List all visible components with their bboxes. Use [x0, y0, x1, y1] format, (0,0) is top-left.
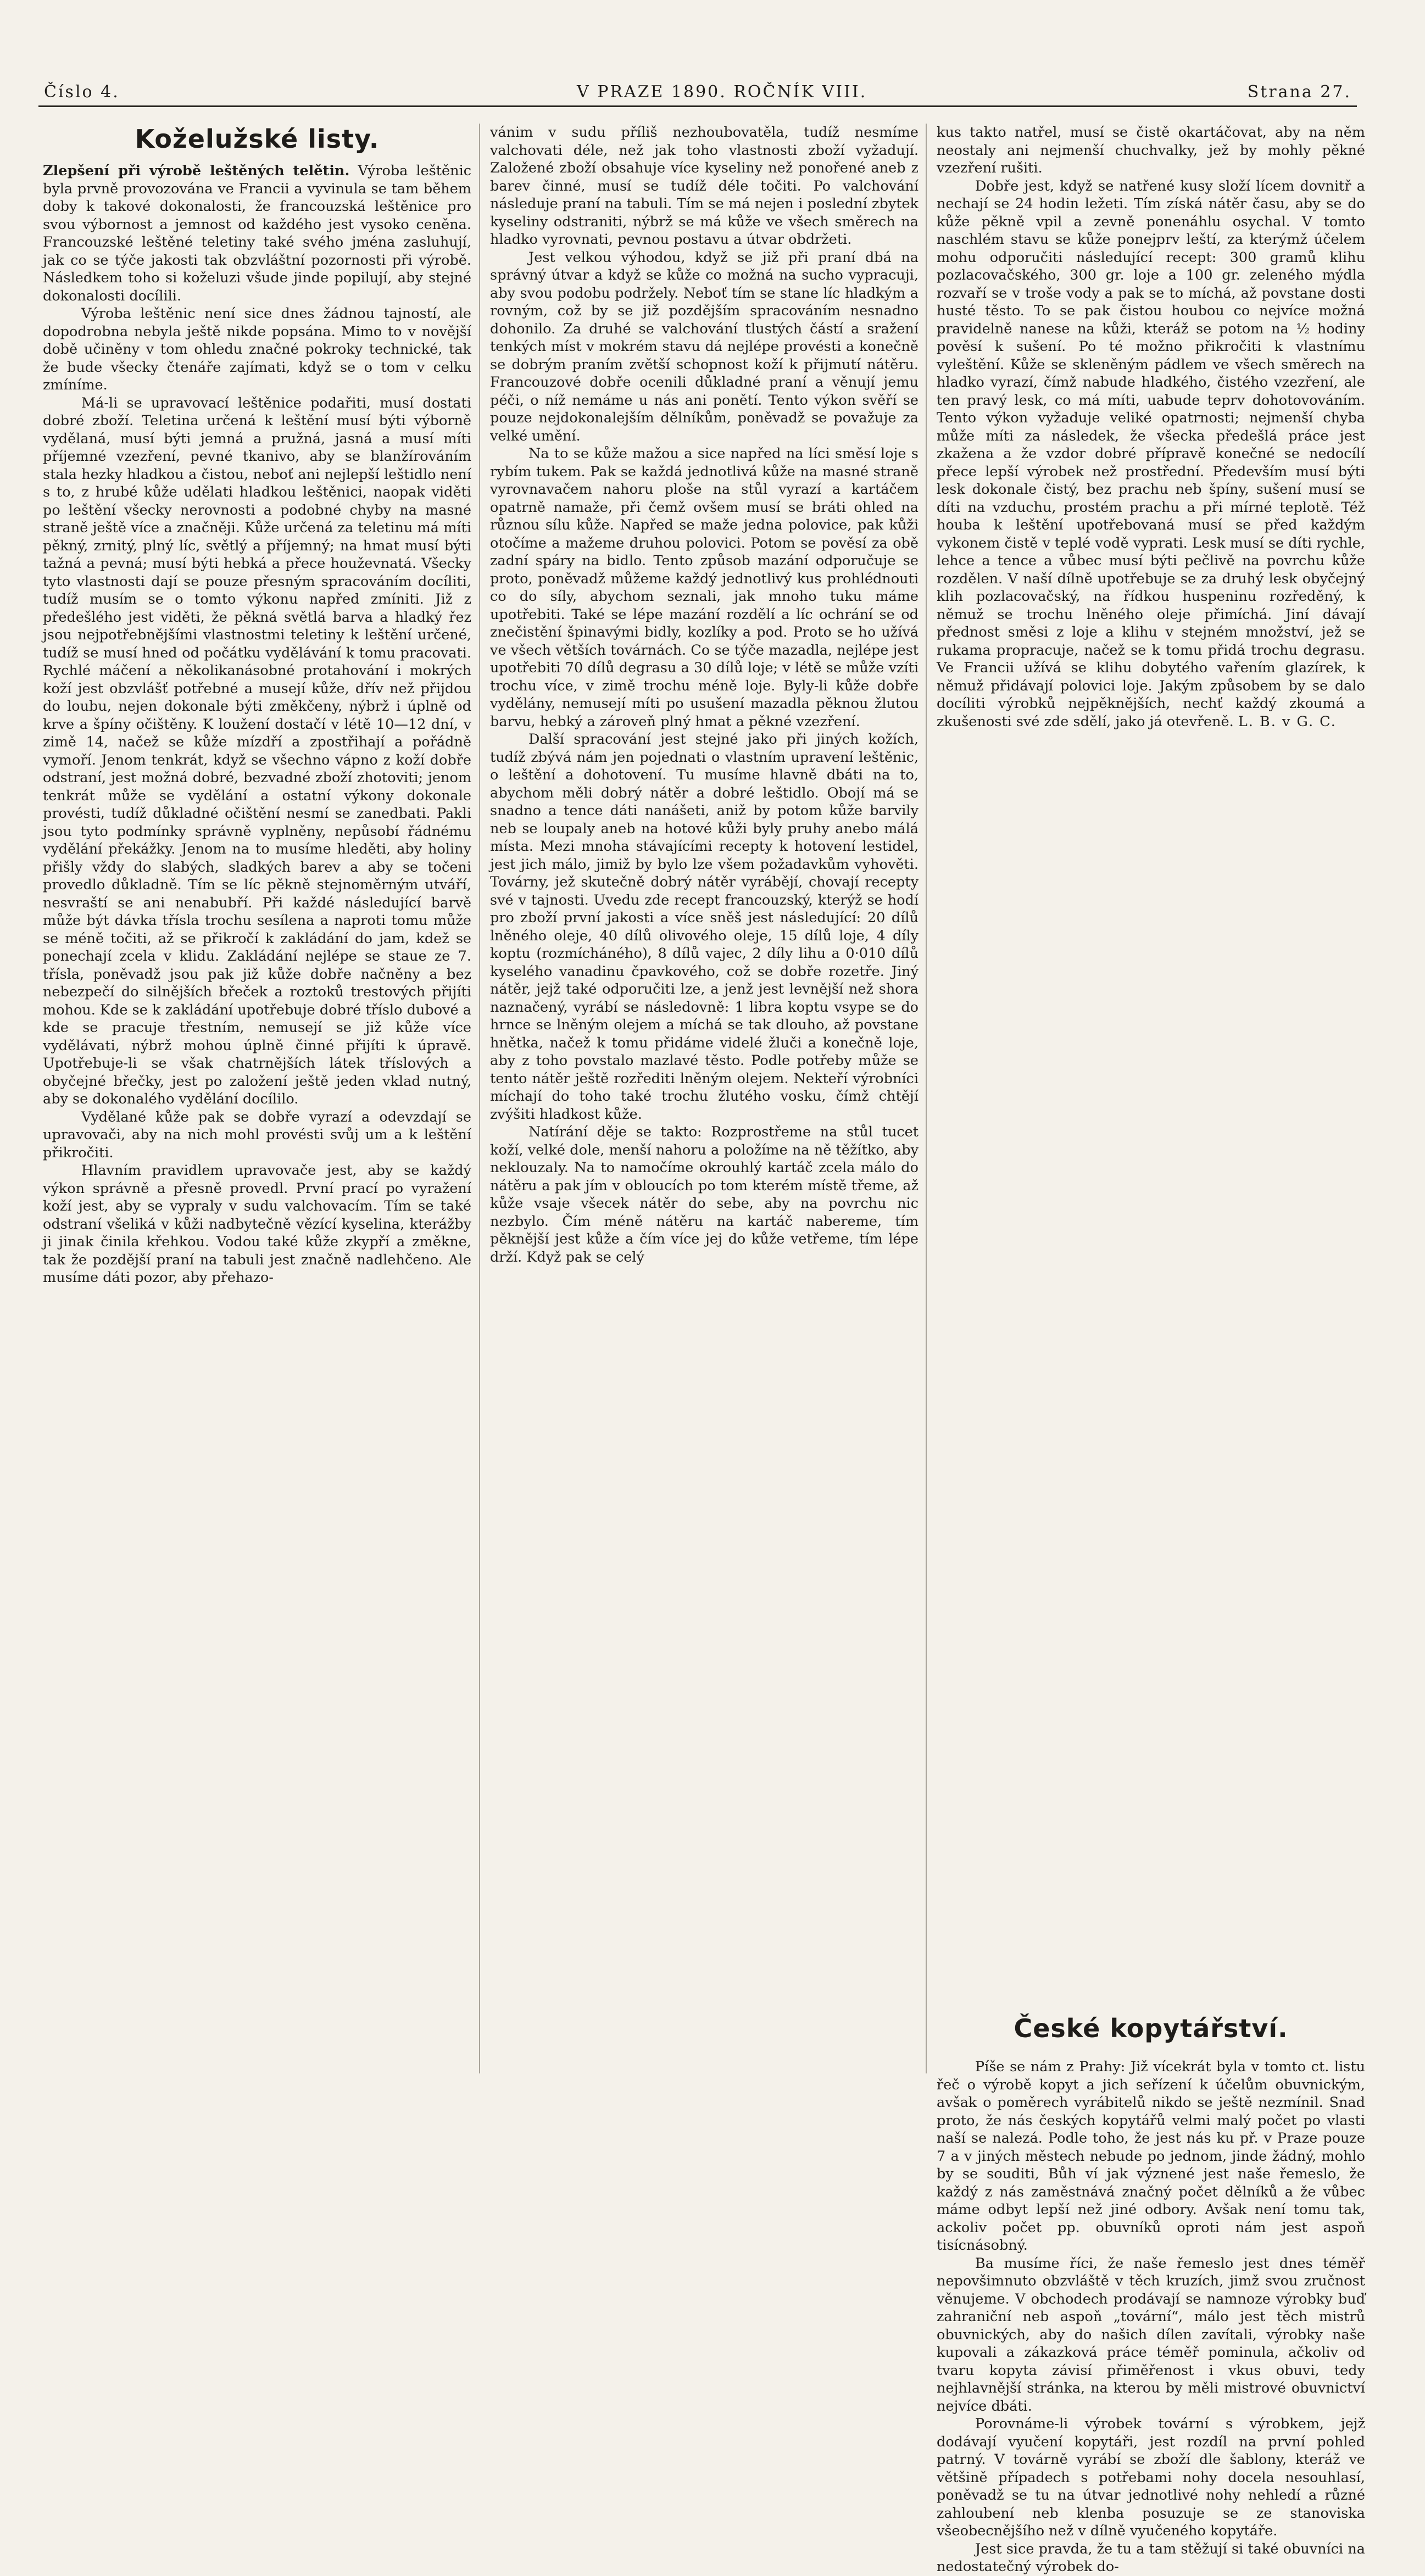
article-title-2: České kopytářství. — [1014, 2014, 1288, 2043]
issue-number: Číslo 4. — [44, 82, 120, 102]
paragraph: Vydělané kůže pak se dobře vyrazí a odevzdají se upravovači, aby na nich mohl provésti svůj um a k leštění přikročiti. — [43, 1108, 471, 1161]
paragraph: Má-li se upravovací leštěnice podařiti, musí dostati dobré zboží. Teletina určená k leštění musí býti výborně vydělaná, musí býti jemná a pružná, jasná a musí míti příjemné vzezření, pevné tkanivo, aby se blanžírováním stala hezky hladkou a čistou, neboť ani nejlepší leštidlo není s to, z hrubé kůže udělati hladkou leštěnici, naopak viděti po leštění všecky nerovnosti a podobné chyby na masné straně ještě více a značněji. Kůže určená za teletinu má míti pěkný, zrnitý, plný líc, světlý a příjemný; na hmat musí býti tažná a pevná; musí býti hebká a přece houževnatá. Všecky tyto vlastnosti dají se pouze přesným spracováním docíliti, tudíž musím se o tomto výkonu napřed zmíniti. Již z předešlého jest viděti, že pěkná světlá barva a hladký řez jsou nejpotřebnějšími vlastnostmi teletiny k leštění určené, tudíž se musí hned od počátku vydělávání k tomu pracovati. Rychlé máčení a několikanásobné protahování i mokrých koží jest obzvlášť potřebné a musejí kůže, dřív než přijdou do loubu, nejen dokonale býti změkčeny, nýbrž i úplně od krve a špíny očištěny. K loužení dostačí v létě 10—12 dní, v zimě 14, načež se kůže mízdří a zpostřihají a pořádně vymoří. Jenom tenkrát, když se všechno vápno z koží dobře odstraní, jest možná dobré, bezvadné zboží zhotoviti; jenom tenkrát může se vydělání a ostatní výkony dokonale provésti, tudíž důkladné očištění nesmí se zanedbati. Pakli jsou tyto podmínky správně vyplněny, nepůsobí řádnému vydělání překážky. Jenom na to musíme hleděti, aby holiny přišly vždy do slabých, sladkých barev a aby se točeni provedlo důkladně. Tím se líc pěkně stejnoměrným utváří, nesvraští se ani nenabubří. Při každé následující barvě může být dávka tříslа trochu sesílena a naproti tomu může se méně točiti, až se přikročí k zakládání do jam, kdež se ponechají zcela v klidu. Zakládání nejlépe se staue ze 7. tříslа, poněvadž jsou pak již kůže dobře načněny a bez nebezpečí do silnějších břeček a roztoků trestových přijíti mohou. Kde se k zakládání upotřebuje dobré tříslo dubové a kde se pracuje třestním, nemusejí se již kůže více vydělávati, nýbrž mohou úplně činné přijíti k úpravě. Upotřebuje-li se však chatrnějších látek tříslových a obyčejné břečky, jest po založení ještě jeden vklad nutný, aby se dokonalého vydělání docílilo. — [43, 394, 471, 1107]
paragraph-text: Výroba leštěnic byla prvně provozována ve Francii a vyvinula se tam během doby k takové dokonalosti, že francouzská leštěnice pro svou výbornost a jemnost od každého jest vysoko ceněna. Francouzské leštěné teletiny také svého jména zasluhují, jak co se týče jakosti tak obzvláštní pozornosti při výrobě. Následkem toho si koželuzi všude jinde popilují, aby stejné dokonalosti docílili. — [43, 163, 472, 304]
article-title: Koželužské listy. — [135, 124, 380, 154]
paragraph: Píše se nám z Prahy: Již vícekrát byla v tomto ct. listu řeč o výrobě kopyt a jich seřízení k účelům obuvnickým, avšak o poměrech vyrábitelů nikdo se ještě nezmínil. Snad proto, že nás českých kopytářů velmi malý počet po vlasti naší se nalezá. Podle toho, že jest nás ku př. v Praze pouze 7 a v jiných městech nebude po jednom, jinde žádný, mohlo by se souditi, Bůh ví jak význené jest naše řemeslo, že každý z nás zaměstnává značný počet dělníků a že vůbec máme odbyt lepší než jiné odbory. Avšak není tomu tak, ackoliv počet pp. obuvníků oproti nám jest aspoň tisícnásobný. — [937, 2059, 1365, 2254]
publication-line: V PRAZE 1890. ROČNÍK VIII. — [577, 82, 867, 102]
column-2 — [490, 124, 919, 2079]
paragraph: vánim v sudu příliš nezhoubovatěla, tudíž nesmíme valchovati déle, než jak toho vlastnosti zboží vyžadují. Založené zboží obsahuje více kyseliny než ponořené aneb z barev činné, musí se tudíž déle točiti. Po valchování následuje praní na tabuli. Tím se má nejen i poslední zbytek kyseliny odstraniti, nýbrž se má kůže ve všech směrech na hladko vyrovnati, pevnou postavu a útvar obdržeti. — [490, 124, 919, 248]
paragraph — [43, 162, 471, 305]
paragraph — [937, 177, 1365, 731]
author-signature: L. B. v G. C. — [1238, 713, 1337, 730]
article-subtitle: Zlepšení při výrobě leštěných telětin. — [43, 163, 350, 179]
paragraph: Hlavním pravidlem upravovače jest, aby se každý výkon správně a přesně provedl. První prací po vyražení koží jest, aby se vypraly v sudu valchovacím. Tím se také odstraní všeliká v kůži nadbytečně vězící kyselina, kterážby ji jinak činila křehkou. Vodou také kůže zkypří a změkne, tak že pozdější praní na tabuli jest značně nadlehčeno. Ale musíme dáti pozor, aby přehazo- — [43, 1162, 471, 1286]
paragraph: kus takto natřel, musí se čistě okartáčovat, aby na něm neostaly ani nejmenší chuchvalky, jež by mohly pěkné vzezření rušiti. — [937, 124, 1365, 176]
column-1 — [43, 124, 471, 2079]
column-divider — [479, 124, 480, 2073]
paragraph: Další spracování jest stejné jako při jiných kožích, tudíž zbývá nám jen pojednati o vlastním upravení leštěnic, o leštění a dohotovení. Tu musíme hlavně dbáti na to, abychom měli dobrý nátěr a dobré leštidlo. Obojí má se snadno a tence dáti nanášeti, aniž by potom kůže barvily neb se loupaly aneb na hotové kůži byly pruhy anebo málá místa. Mezi mnoha stávajícími recepty k hotovení lestidel, jest jich málo, jimiž by bylo lze všem požadavkům vyhověti. Továrny, jež skutečně dobrý nátěr vyrábějí, chovají recepty své v tajnosti. Uvedu zde recept francouzský, kterýž se hodí pro zboží první jakosti a více sněš jest následující: 20 dílů lněného oleje, 40 dílů olivového oleje, 15 dílů loje, 4 díly koptu (rozmícháného), 8 dílů vajec, 2 díly lihu a 0·010 dílů kyselého vanadinu čpavkového, což se dobře rozetře. Jiný nátěr, jejž také odporučiti lze, a jenž jest levnější než shora naznačený, vyrábí se následovně: 1 libra koptu vsype se do hrnce se lněným olejem a míchá se tak dlouho, až povstane hnětka, načež k tomu přidáme videlé žluči a konečně loje, aby z toho povstalo mazlavé těsto. Podle potřeby může se tento nátěr ještě rozřediti lněným olejem. Nekteří výrobníci míchají do toho také trochu žlutého vosku, čímž chtějí zvýšiti hladkost kůže. — [490, 731, 919, 1123]
header-rule — [38, 105, 1357, 107]
page-header — [38, 77, 1351, 110]
paragraph: Jest velkou výhodou, když se již při praní dbá na správný útvar a když se kůže co možná na sucho vypracuji, aby svou podobu podržely. Neboť tím se stane líc hladkým a rovným, což by se již pozdějším spracováním nesnadno dohonilo. Za druhé se valchování tlustých částí a sražení tenkých míst v mokrém stavu dá nejlépe provésti a konečně se dobrým praním zvětší schopnost koží k přijmutí nátěru. Francouzové dobře ocenili důkladné praní a věnují jemu péči, o níž nemáme u nás ani ponětí. Tento výkon svěří se pouze nejdokonalejším dělníkům, poněvadž se považuje za velké umění. — [490, 249, 919, 444]
paragraph: Porovnáme-li výrobek tovární s výrobkem, jejž dodávají vyučení kopytáři, jest rozdíl na první pohled patrný. V továrně vyrábí se zboží dle šablony, kteráž ve většině případech s potřebami nohy docela nesouhlasí, poněvadž se tu na útvar jednotlivé nohy nehledí a různé zahloubení neb klenba posuzuje se ze stanoviska všeobecnějšího než v dílně vyučeného kopytáře. — [937, 2416, 1365, 2539]
page-number: Strana 27. — [1247, 82, 1351, 102]
paragraph: Natírání děje se takto: Rozprostřeme na stůl tucet koží, velké dole, menší nahoru a položíme na ně těžítko, aby neklouzaly. Na to namočíme okrouhlý kartáč zcela málo do nátěru a pak jím v obloucích po tom kterém místě třeme, až kůže vsaje všecek nátěr do sebe, aby na povrchu nic nezbylo. Čím méně nátěru na kartáč nabereme, tím pěknější jest kůže a čím více jej do kůže vetřeme, tím lépe drží. Když pak se celý — [490, 1124, 919, 1265]
paragraph: Na to se kůže mažou a sice napřed na líci směsí loje s rybím tukem. Pak se každá jednotlivá kůže na masné straně vyrovnavačem nahoru ploše na stůl vyrazí a kartáčem opatrně namaže, při čemž ovšem musí se bráti ohled na různou sílu kůže. Napřed se maže jedna polovice, pak kůži otočíme a mažeme druhou polovici. Potom se pověsí za obě zadní spáry na bidlo. Tento způsob mazání odporučuje se proto, poněvadž můžeme každý jednotlivý kus prohlédnouti co do síly, abychom seznali, jak mnoho tuku máme upotřebiti. Také se lépe mazání rozdělí a líc ochrání se od znečistění špinavými bidly, kozlíky a pod. Proto se ho užívá ve všech větších továrnách. Co se týče mazadla, nejlépe jest upotřebiti 70 dílů degrasu a 30 dílů loje; v létě se může vzíti trochu více, v zimě trochu méně loje. Byly-li kůže dobře vydělány, nemusejí míti po usušení mazadla pěknou žlutou barvu, hebký a zároveň plný hmat a pěkné vzezření. — [490, 445, 919, 730]
paragraph: Jest sice pravda, že tu a tam stěžují si také obuvníci na nedostatečný výrobek do- — [937, 2540, 1365, 2575]
paragraph: Výroba leštěnic není sice dnes žádnou tajností, ale dopodrobna nebyla ještě nikde popsána. Mimo to v novější době učiněny v tom ohledu značné pokroky technické, tak že bude všecky čtenáře zajímati, když se o tom v celku zmíníme. — [43, 305, 471, 393]
column-3 — [937, 124, 1365, 2575]
paragraph-text: Dobře jest, když se natřené kusy složí lícem dovnitř a nechají se 24 hodin ležeti. Tím získá nátěr času, aby se do kůže pěkně vpil a zevně ponenáhlu osychal. V tomto naschlém stavu se kůže ponejprv leští, za kterýmž účelem mohu odporučiti následující recept: 300 gramů klihu pozlacovačského, 300 gr. loje a 100 gr. zeleného mýdla rozvaří se v troše vody a pak se to míchá, až povstane dosti husté těsto. To se pak čistou houbou co nejvíce možná pravidelně nanese na kůži, kteráž se potom na ½ hodiny pověsí k sušení. Po té možno přikročiti k vlastnímu vyleštění. Kůže se skleněným pádlem ve všech směrech na hladko vyrazí, čímž nabude hladkého, čistého vzezření, ale ten pravý lesk, co má míti, uabude teprv dohotovováním. Tento výkon vyžaduje veliké opatrnosti; nejmenší chyba může míti za následek, že všecka předešlá práce jest zkažena a že vzdor dobré přípravě konečné se nedocílí přece lepší výrobek než prostřední. Především musí býti lesk dokonale čistý, bez prachu neb špíny, sušení musí se díti na vzduchu, prostém prachu a při mírné teplotě. Též houba k leštění upotřebovaná musí se před každým vykonem čistě v teplé vodě vyprati. Lesk musí se díti rychle, lehce a tence a vůbec musí býti pečlivě na povrchu kůže rozdělen. V naší dílně upotřebuje se za druhý lesk obyčejný klih pozlacovačský, na řídkou huspeninu rozředěný, k němuž se trochu lněného oleje přimíchá. Jiní dávají přednost směsi z loje a klihu v stejném množství, jež se rukama propracuje, načež se k tomu přidá trochu degrasu. Ve Francii užívá se klihu dobytého vařením glazírek, k němuž přidávají polovici loje. Jakým způsobem by se dalo docíliti výrobků nejpěknějších, nechť každý zkoumá a zkušenosti své zde sdělí, jako já otevřeně. — [937, 177, 1365, 730]
column-divider — [926, 124, 927, 2073]
paragraph: Ba musíme říci, že naše řemeslo jest dnes téměř nepovšimnuto obzvláště v těch kruzích, jimž svou zručnost věnujeme. V obchodech prodávají se namnoze výrobky buď zahraniční neb aspoň „tovární“, málo jest těch mistrů obuvnických, aby do našich dílen zavítali, výrobky naše kupovali a zákazková práce téměř pominula, ačkoliv od tvaru kopyta závisí přiměřenost i vkus obuvi, tedy nejhlavnější stránka, na kterou by měli mistrové obuvnictví nejvíce dbáti. — [937, 2255, 1365, 2415]
